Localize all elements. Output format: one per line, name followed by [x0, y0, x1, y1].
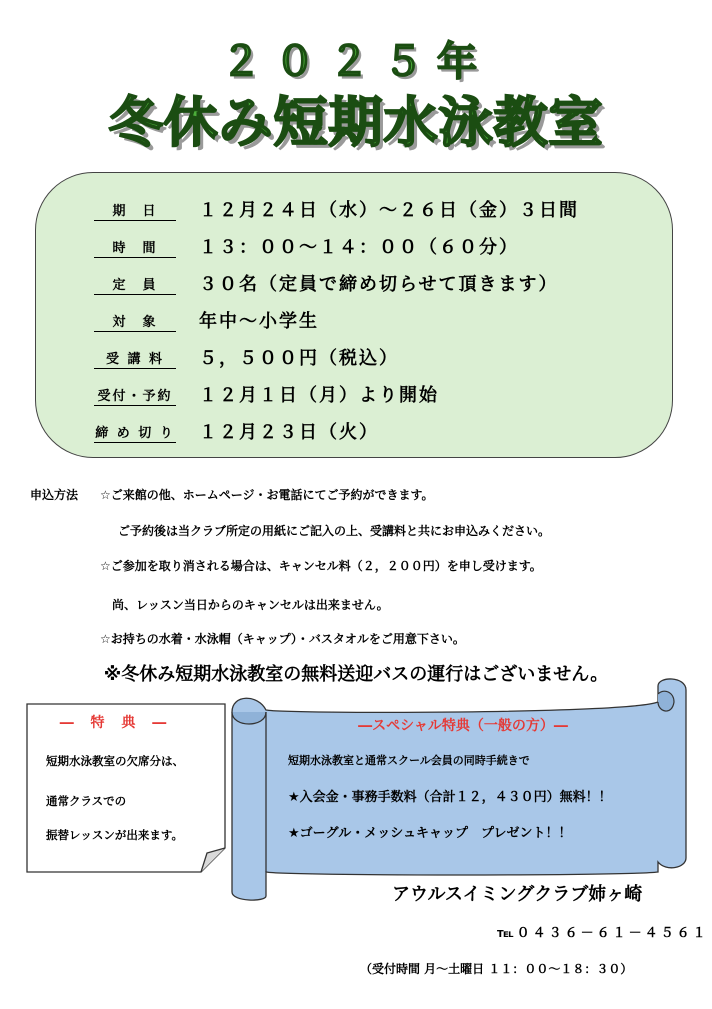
info-row-time — [36, 228, 672, 264]
info-label: 締 め 切 り — [95, 426, 175, 441]
info-row-fee — [36, 339, 672, 375]
info-value: １２月２３日（火） — [199, 422, 379, 443]
special-line: 短期水泳教室と通常スクール会員の同時手続きで — [288, 754, 530, 767]
benefit-line: 通常クラスでの — [46, 794, 127, 808]
special-title: ―スペシャル特典（一般の方）― — [358, 718, 568, 734]
page-title-year: ２０２５年 — [221, 39, 491, 85]
info-row-capacity — [36, 265, 672, 301]
info-row-date — [36, 191, 672, 227]
benefit-line: 振替レッスンが出来ます。 — [46, 828, 183, 842]
special-offer-scroll — [228, 672, 694, 902]
page-title: 冬休み短期水泳教室 — [108, 91, 604, 154]
info-row-target — [36, 302, 672, 338]
info-value: 年中～小学生 — [199, 311, 319, 332]
info-box — [35, 172, 673, 458]
application-line: ☆お持ちの水着・水泳帽（キャップ）・バスタオルをご用意下さい。 — [100, 632, 465, 646]
info-row-deadline — [36, 413, 672, 449]
info-label: 対 象 — [94, 314, 176, 332]
application-heading: 申込方法 — [30, 488, 79, 502]
info-value: １３：００～１４：００（６０分） — [199, 237, 519, 258]
benefit-line: 短期水泳教室の欠席分は、 — [46, 754, 184, 768]
phone-number: ℡０４３６－６１－４５６１ — [497, 926, 709, 941]
application-line: ご予約後は当クラブ所定の用紙にご記入の上、受講料と共にお申込みください。 — [118, 524, 551, 538]
info-value: ５，５００円（税込） — [199, 348, 399, 369]
benefit-box — [26, 703, 226, 873]
special-line: ★入会金・事務手数料（合計１２，４３０円）無料！！ — [288, 790, 612, 805]
info-label: 受付・予約 — [94, 388, 176, 406]
benefit-title: ― 特 典 ― — [59, 715, 173, 731]
club-name: アウルスイミングクラブ姉ヶ崎 — [392, 884, 643, 905]
info-label: 期 日 — [94, 203, 176, 221]
info-label: 受 講 料 — [94, 351, 176, 369]
info-value: ３０名（定員で締め切らせて頂きます） — [199, 274, 559, 295]
info-value: １２月１日（月）より開始 — [199, 385, 439, 406]
info-label: 定 員 — [94, 277, 176, 295]
info-value: １２月２４日（水）～２６日（金）３日間 — [199, 200, 579, 221]
application-line: ☆ご来館の他、ホームページ・お電話にてご予約ができます。 — [100, 488, 434, 502]
special-line: ★ゴーグル・メッシュキャップ プレゼント！！ — [288, 826, 572, 841]
application-line: 尚、レッスン当日からのキャンセルは出来ません。 — [112, 598, 389, 612]
info-label: 時 間 — [94, 240, 176, 258]
application-line: ☆ご参加を取り消される場合は、キャンセル料（２，２００円）を申し受けます。 — [100, 559, 542, 573]
info-row-reception — [36, 376, 672, 412]
bus-notice: ※冬休み短期水泳教室の無料送迎バスの運行はございません。 — [103, 664, 609, 685]
reception-hours: （受付時間 月～土曜日 １１：００～１８：３０） — [360, 962, 633, 976]
